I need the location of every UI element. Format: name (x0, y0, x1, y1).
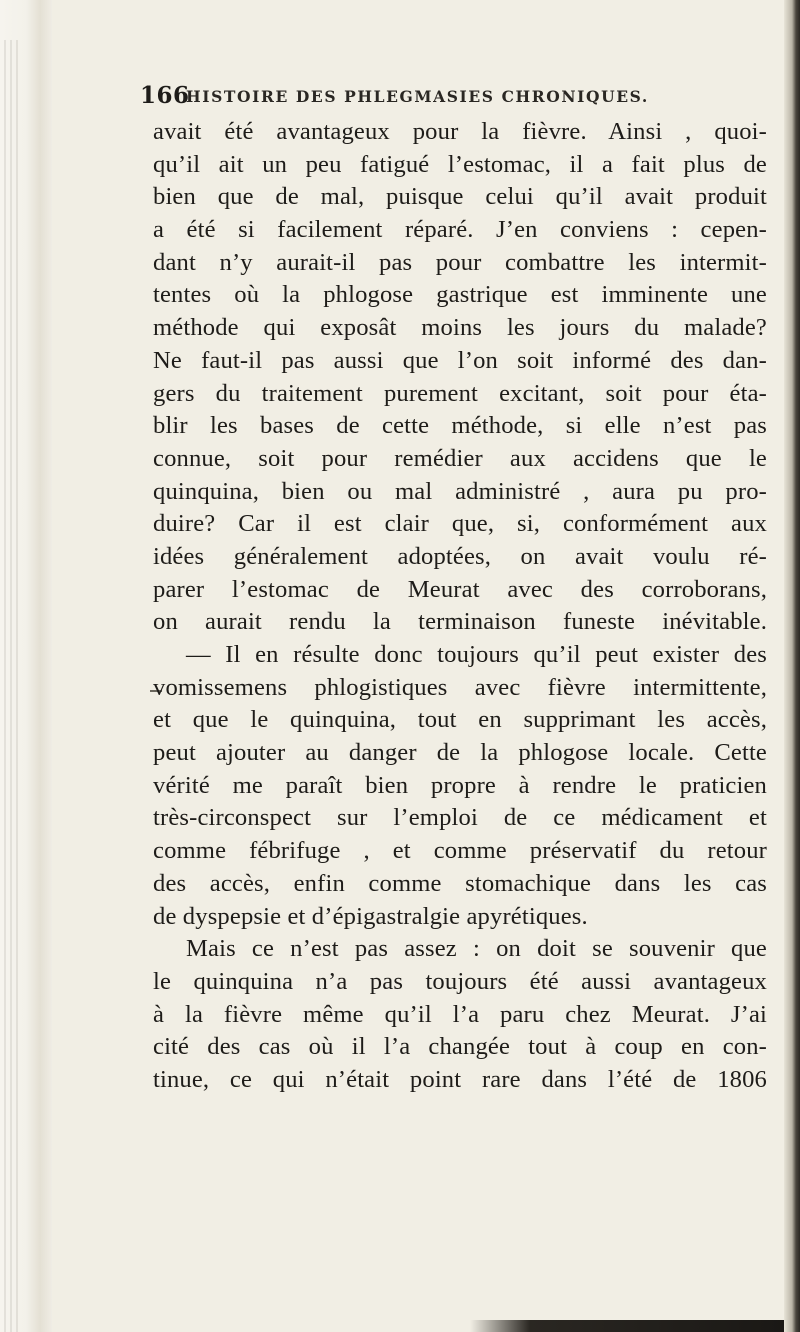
scan-bottom-shadow (470, 1320, 784, 1332)
page-number: 166 (140, 82, 190, 109)
text-line: et que le quinquina, tout en supprimant les accès, (153, 706, 767, 734)
text-line: tinue, ce qui n’était point rare dans l’été de 1806 (153, 1065, 767, 1093)
text-line: parer l’estomac de Meurat avec des corroborans, (153, 575, 767, 603)
text-line: idées généralement adoptées, on avait voulu ré- (153, 542, 767, 570)
running-head (140, 80, 780, 114)
text-line: bien que de mal, puisque celui qu’il avait produit (153, 183, 767, 211)
text-line: vérité me paraît bien propre à rendre le praticien (153, 771, 767, 799)
text-line: quinquina, bien ou mal administré , aura pu pro- (153, 477, 767, 505)
text-line: à la fièvre même qu’il l’a paru chez Meurat. J’ai (153, 1000, 767, 1028)
text-line: qu’il ait un peu fatigué l’estomac, il a fait plus de (153, 150, 767, 178)
text-line: dant n’y aurait-il pas pour combattre les intermit- (153, 248, 767, 276)
text-line: duire? Car il est clair que, si, conformément aux (153, 510, 767, 538)
text-line: a été si facilement réparé. J’en conviens : cepen- (153, 216, 767, 244)
text-line: très-circonspect sur l’emploi de ce médicament et (153, 804, 767, 832)
text-line: avait été avantageux pour la fièvre. Ainsi , quoi- (153, 118, 767, 145)
text-line: le quinquina n’a pas toujours été aussi avantageux (153, 967, 767, 995)
book-page (140, 80, 780, 1093)
text-line: de dyspepsie et d’épigastralgie apyrétiques. (153, 902, 588, 930)
text-line: des accès, enfin comme stomachique dans les cas (153, 869, 767, 897)
text-line: connue, soit pour remédier aux accidens que le (153, 444, 767, 472)
text-line: tentes où la phlogose gastrique est imminente une (153, 281, 767, 309)
text-line: — Il en résulte donc toujours qu’il peut exister des (186, 641, 767, 668)
text-line: méthode qui exposât moins les jours du malade? (153, 314, 767, 342)
text-line: Ne faut-il pas aussi que l’on soit informé des dan- (153, 346, 767, 374)
scan-right-edge (784, 0, 800, 1332)
text-line: on aurait rendu la terminaison funeste inévitable. (153, 608, 767, 636)
body-text (153, 116, 767, 1097)
text-line: comme fébrifuge , et comme préservatif du retour (153, 837, 767, 865)
scan-binding-shadow (0, 40, 22, 1332)
text-line: blir les bases de cette méthode, si elle n’est pas (153, 412, 767, 440)
text-line: peut ajouter au danger de la phlogose locale. Cette (153, 739, 767, 767)
text-line: vomissemens phlogistiques avec fièvre intermittente, (153, 673, 767, 701)
text-line: Mais ce n’est pas assez : on doit se souvenir que (186, 935, 767, 963)
running-title: HISTOIRE DES PHLEGMASIES CHRONIQUES. (186, 87, 649, 106)
text-line: cité des cas où il l’a changée tout à coup en con- (153, 1033, 767, 1061)
text-line: gers du traitement purement excitant, soit pour éta- (153, 379, 767, 407)
